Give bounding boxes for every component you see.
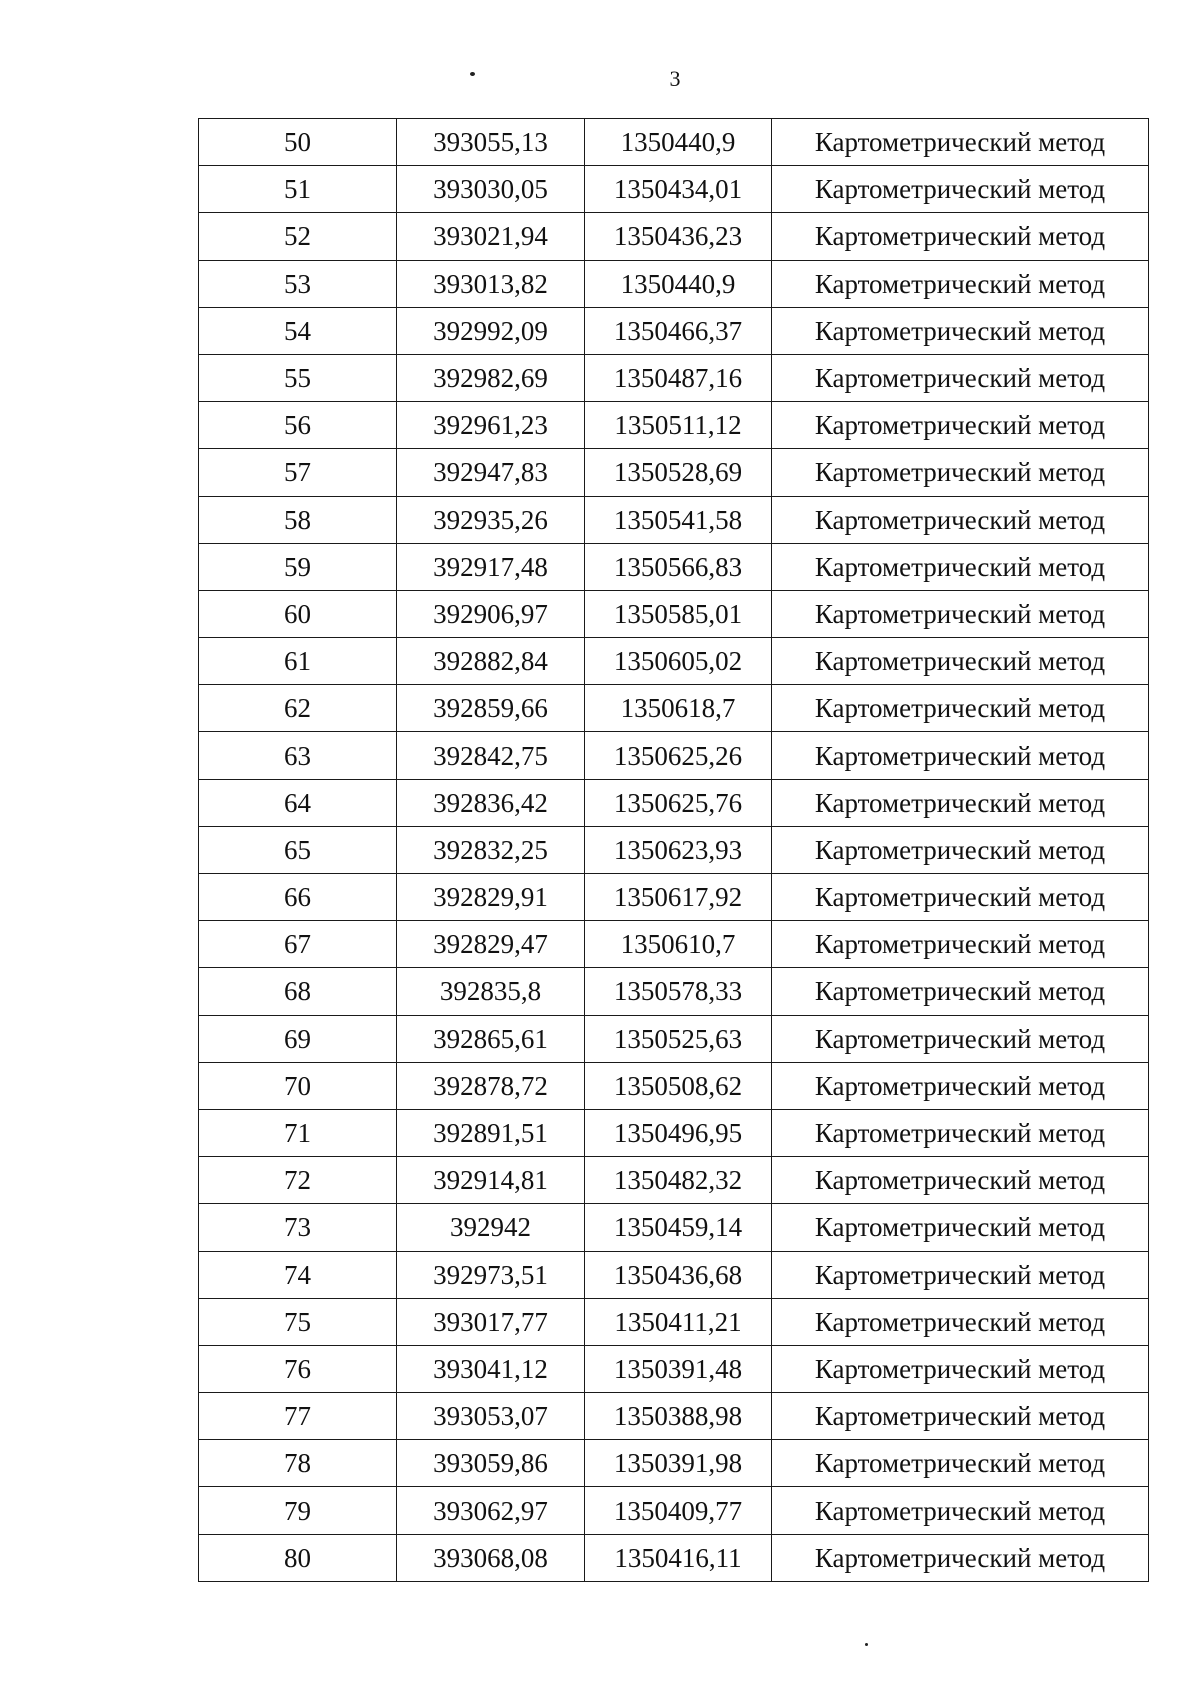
table-row: [199, 732, 1149, 779]
x-coordinate-cell: 392832,25: [397, 826, 585, 873]
point-number-cell: 51: [199, 166, 397, 213]
y-coordinate-cell: 1350623,93: [585, 826, 772, 873]
point-number-cell: 68: [199, 968, 397, 1015]
method-cell: Картометрический метод: [772, 779, 1149, 826]
y-coordinate-cell: 1350436,23: [585, 213, 772, 260]
point-number-cell: 74: [199, 1251, 397, 1298]
method-cell: Картометрический метод: [772, 732, 1149, 779]
point-number-cell: 72: [199, 1157, 397, 1204]
table-row: [199, 1345, 1149, 1392]
coordinates-table: [198, 118, 1149, 1582]
point-number-cell: 80: [199, 1534, 397, 1581]
point-number-cell: 75: [199, 1298, 397, 1345]
point-number-cell: 59: [199, 543, 397, 590]
x-coordinate-cell: 393030,05: [397, 166, 585, 213]
y-coordinate-cell: 1350508,62: [585, 1062, 772, 1109]
method-cell: Картометрический метод: [772, 685, 1149, 732]
point-number-cell: 53: [199, 260, 397, 307]
table-row: [199, 685, 1149, 732]
point-number-cell: 55: [199, 354, 397, 401]
point-number-cell: 67: [199, 921, 397, 968]
x-coordinate-cell: 392961,23: [397, 402, 585, 449]
method-cell: Картометрический метод: [772, 1251, 1149, 1298]
point-number-cell: 66: [199, 874, 397, 921]
table-row: [199, 402, 1149, 449]
x-coordinate-cell: 392865,61: [397, 1015, 585, 1062]
y-coordinate-cell: 1350617,92: [585, 874, 772, 921]
point-number-cell: 70: [199, 1062, 397, 1109]
y-coordinate-cell: 1350566,83: [585, 543, 772, 590]
method-cell: Картометрический метод: [772, 1109, 1149, 1156]
y-coordinate-cell: 1350528,69: [585, 449, 772, 496]
table-row: [199, 496, 1149, 543]
x-coordinate-cell: 392906,97: [397, 590, 585, 637]
method-cell: Картометрический метод: [772, 826, 1149, 873]
y-coordinate-cell: 1350440,9: [585, 260, 772, 307]
y-coordinate-cell: 1350511,12: [585, 402, 772, 449]
table-row: [199, 779, 1149, 826]
table-row: [199, 1109, 1149, 1156]
table-row: [199, 307, 1149, 354]
y-coordinate-cell: 1350409,77: [585, 1487, 772, 1534]
y-coordinate-cell: 1350391,98: [585, 1440, 772, 1487]
coordinates-table-body: [199, 119, 1149, 1582]
x-coordinate-cell: 392829,91: [397, 874, 585, 921]
method-cell: Картометрический метод: [772, 1534, 1149, 1581]
x-coordinate-cell: 392891,51: [397, 1109, 585, 1156]
method-cell: Картометрический метод: [772, 1015, 1149, 1062]
method-cell: Картометрический метод: [772, 1440, 1149, 1487]
method-cell: Картометрический метод: [772, 307, 1149, 354]
x-coordinate-cell: 393013,82: [397, 260, 585, 307]
method-cell: Картометрический метод: [772, 402, 1149, 449]
point-number-cell: 56: [199, 402, 397, 449]
method-cell: Картометрический метод: [772, 213, 1149, 260]
table-row: [199, 166, 1149, 213]
x-coordinate-cell: 392982,69: [397, 354, 585, 401]
method-cell: Картометрический метод: [772, 1487, 1149, 1534]
x-coordinate-cell: 392842,75: [397, 732, 585, 779]
page-number: 3: [669, 66, 681, 91]
x-coordinate-cell: 392947,83: [397, 449, 585, 496]
x-coordinate-cell: 392942: [397, 1204, 585, 1251]
y-coordinate-cell: 1350391,48: [585, 1345, 772, 1392]
x-coordinate-cell: 392935,26: [397, 496, 585, 543]
method-cell: Картометрический метод: [772, 1345, 1149, 1392]
point-number-cell: 77: [199, 1393, 397, 1440]
y-coordinate-cell: 1350541,58: [585, 496, 772, 543]
point-number-cell: 62: [199, 685, 397, 732]
x-coordinate-cell: 393017,77: [397, 1298, 585, 1345]
y-coordinate-cell: 1350496,95: [585, 1109, 772, 1156]
point-number-cell: 50: [199, 119, 397, 166]
table-row: [199, 826, 1149, 873]
table-row: [199, 590, 1149, 637]
method-cell: Картометрический метод: [772, 1157, 1149, 1204]
point-number-cell: 52: [199, 213, 397, 260]
point-number-cell: 63: [199, 732, 397, 779]
method-cell: Картометрический метод: [772, 590, 1149, 637]
y-coordinate-cell: 1350525,63: [585, 1015, 772, 1062]
table-row: [199, 260, 1149, 307]
table-row: [199, 1534, 1149, 1581]
method-cell: Картометрический метод: [772, 1204, 1149, 1251]
table-row: [199, 921, 1149, 968]
y-coordinate-cell: 1350388,98: [585, 1393, 772, 1440]
x-coordinate-cell: 393041,12: [397, 1345, 585, 1392]
y-coordinate-cell: 1350459,14: [585, 1204, 772, 1251]
y-coordinate-cell: 1350625,26: [585, 732, 772, 779]
x-coordinate-cell: 393059,86: [397, 1440, 585, 1487]
table-row: [199, 638, 1149, 685]
y-coordinate-cell: 1350411,21: [585, 1298, 772, 1345]
y-coordinate-cell: 1350605,02: [585, 638, 772, 685]
point-number-cell: 58: [199, 496, 397, 543]
y-coordinate-cell: 1350466,37: [585, 307, 772, 354]
point-number-cell: 79: [199, 1487, 397, 1534]
point-number-cell: 60: [199, 590, 397, 637]
table-row: [199, 1440, 1149, 1487]
table-row: [199, 119, 1149, 166]
table-row: [199, 1204, 1149, 1251]
scan-speck: [865, 1643, 868, 1646]
method-cell: Картометрический метод: [772, 543, 1149, 590]
point-number-cell: 64: [199, 779, 397, 826]
table-row: [199, 1298, 1149, 1345]
method-cell: Картометрический метод: [772, 449, 1149, 496]
point-number-cell: 54: [199, 307, 397, 354]
y-coordinate-cell: 1350618,7: [585, 685, 772, 732]
method-cell: Картометрический метод: [772, 1062, 1149, 1109]
x-coordinate-cell: 393055,13: [397, 119, 585, 166]
point-number-cell: 71: [199, 1109, 397, 1156]
x-coordinate-cell: 393068,08: [397, 1534, 585, 1581]
x-coordinate-cell: 392917,48: [397, 543, 585, 590]
point-number-cell: 73: [199, 1204, 397, 1251]
x-coordinate-cell: 392882,84: [397, 638, 585, 685]
table-row: [199, 1015, 1149, 1062]
table-row: [199, 1251, 1149, 1298]
point-number-cell: 78: [199, 1440, 397, 1487]
point-number-cell: 57: [199, 449, 397, 496]
method-cell: Картометрический метод: [772, 638, 1149, 685]
x-coordinate-cell: 392878,72: [397, 1062, 585, 1109]
point-number-cell: 65: [199, 826, 397, 873]
y-coordinate-cell: 1350585,01: [585, 590, 772, 637]
method-cell: Картометрический метод: [772, 260, 1149, 307]
method-cell: Картометрический метод: [772, 1298, 1149, 1345]
y-coordinate-cell: 1350416,11: [585, 1534, 772, 1581]
method-cell: Картометрический метод: [772, 166, 1149, 213]
x-coordinate-cell: 393053,07: [397, 1393, 585, 1440]
method-cell: Картометрический метод: [772, 1393, 1149, 1440]
y-coordinate-cell: 1350482,32: [585, 1157, 772, 1204]
table-row: [199, 354, 1149, 401]
y-coordinate-cell: 1350434,01: [585, 166, 772, 213]
table-row: [199, 874, 1149, 921]
table-row: [199, 1157, 1149, 1204]
x-coordinate-cell: 393021,94: [397, 213, 585, 260]
x-coordinate-cell: 392973,51: [397, 1251, 585, 1298]
y-coordinate-cell: 1350610,7: [585, 921, 772, 968]
y-coordinate-cell: 1350487,16: [585, 354, 772, 401]
x-coordinate-cell: 393062,97: [397, 1487, 585, 1534]
table-row: [199, 1487, 1149, 1534]
x-coordinate-cell: 392914,81: [397, 1157, 585, 1204]
method-cell: Картометрический метод: [772, 968, 1149, 1015]
method-cell: Картометрический метод: [772, 921, 1149, 968]
x-coordinate-cell: 392836,42: [397, 779, 585, 826]
y-coordinate-cell: 1350436,68: [585, 1251, 772, 1298]
method-cell: Картометрический метод: [772, 119, 1149, 166]
method-cell: Картометрический метод: [772, 354, 1149, 401]
method-cell: Картометрический метод: [772, 496, 1149, 543]
x-coordinate-cell: 392992,09: [397, 307, 585, 354]
table-row: [199, 543, 1149, 590]
method-cell: Картометрический метод: [772, 874, 1149, 921]
table-row: [199, 213, 1149, 260]
x-coordinate-cell: 392829,47: [397, 921, 585, 968]
table-row: [199, 449, 1149, 496]
point-number-cell: 69: [199, 1015, 397, 1062]
y-coordinate-cell: 1350578,33: [585, 968, 772, 1015]
y-coordinate-cell: 1350625,76: [585, 779, 772, 826]
x-coordinate-cell: 392835,8: [397, 968, 585, 1015]
table-row: [199, 1062, 1149, 1109]
x-coordinate-cell: 392859,66: [397, 685, 585, 732]
table-row: [199, 968, 1149, 1015]
table-row: [199, 1393, 1149, 1440]
point-number-cell: 61: [199, 638, 397, 685]
y-coordinate-cell: 1350440,9: [585, 119, 772, 166]
point-number-cell: 76: [199, 1345, 397, 1392]
